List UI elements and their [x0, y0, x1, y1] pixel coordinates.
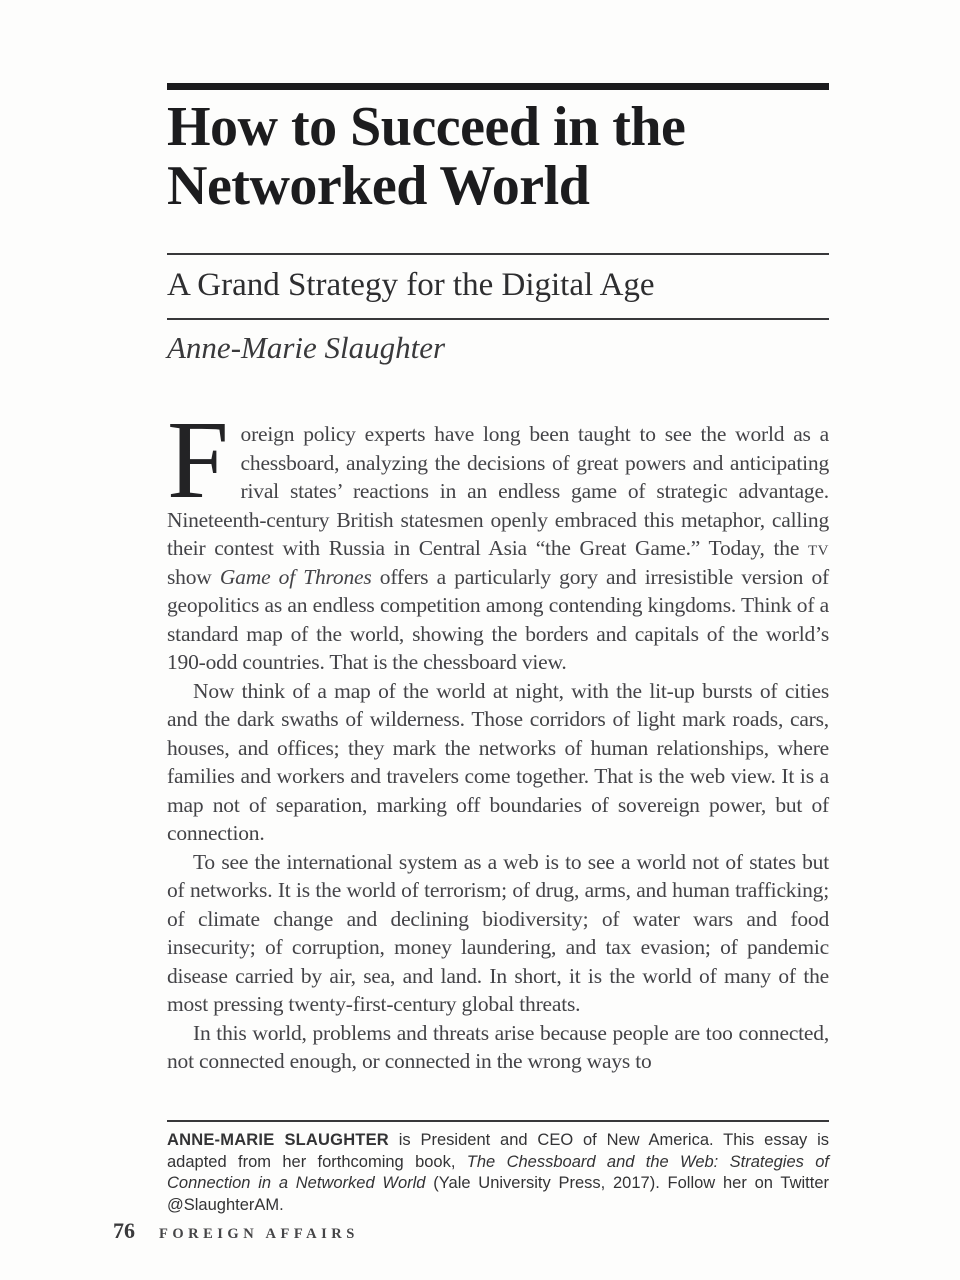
page-footer [113, 1218, 359, 1244]
text-segment: oreign policy experts have long been taught to see the world as a chessboard, analyzing the decisions of great powers and anticipating rival states’ reactions in an endless game of strategic advantage. Nineteenth-century British statesmen openly embraced this metaphor, calling their contest with Russia in Central Asia “the Great Game.” Today, the [167, 422, 829, 560]
text-segment: Now think of a map of the world at night, with the lit-up bursts of cities and the dark swaths of wilderness. Those corridors of light mark roads, cars, houses, and offices; they mark the networks of human relationships, where families and workers and travelers come together. That is the web view. It is a map not of separation, marking off boundaries of sovereign power, but of connection. [167, 678, 829, 845]
title-top-rule [167, 83, 829, 90]
footnote-rule [167, 1120, 829, 1122]
text-segment-italic: The Chessboard and the Web: Strategies of Connection in a Networked World [167, 1152, 830, 1192]
author-bio-text [167, 1130, 829, 1216]
text-segment: show [167, 564, 220, 589]
page-number: 76 [113, 1218, 135, 1243]
paragraph [167, 677, 829, 848]
text-segment-italic: Game of Thrones [219, 564, 372, 589]
text-segment: In this world, problems and threats arise because people are too connected, not connected enough, or connected in the wrong ways to [167, 1020, 829, 1073]
text-segment: (Yale University Press, 2017). Follow her on Twitter @SlaughterAM. [167, 1174, 829, 1214]
text-segment-smallcaps: tv [808, 536, 829, 560]
paragraph [167, 399, 829, 677]
paragraph [167, 848, 829, 1019]
author-top-rule [167, 318, 829, 320]
text-segment-bold: ANNE-MARIE SLAUGHTER [167, 1131, 389, 1149]
text-segment: is President and CEO of New America. This essay is adapted from her forthcoming book, [167, 1131, 829, 1171]
article-column [167, 83, 829, 1076]
author-bio-block [167, 1120, 829, 1216]
article-author: Anne-Marie Slaughter [167, 330, 446, 365]
text-segment: offers a particularly gory and irresistible version of geopolitics as an endless competition among contending kingdoms. Think of a standard map of the world, showing the borders and capitals of the world’s 190-odd countries. That is the chessboard view. [167, 564, 829, 674]
text-segment: To see the international system as a web is to see a world not of states but of networks. It is the world of terrorism; of drug, arms, and human trafficking; of climate change and declining biodiversity; of water wars and food insecurity; of corruption, money laundering, and tax evasion; of pandemic disease carried by air, sea, and land. In short, it is the world of many of the most pressing twenty-first-century global threats. [167, 849, 829, 1016]
paragraph [167, 1019, 829, 1076]
dropcap-letter: F [167, 399, 229, 522]
subtitle-top-rule [167, 253, 829, 255]
article-subtitle: A Grand Strategy for the Digital Age [167, 267, 655, 303]
article-body [167, 399, 829, 1076]
journal-name: FOREIGN AFFAIRS [159, 1226, 359, 1242]
page-title: How to Succeed in the Networked World [167, 96, 686, 217]
